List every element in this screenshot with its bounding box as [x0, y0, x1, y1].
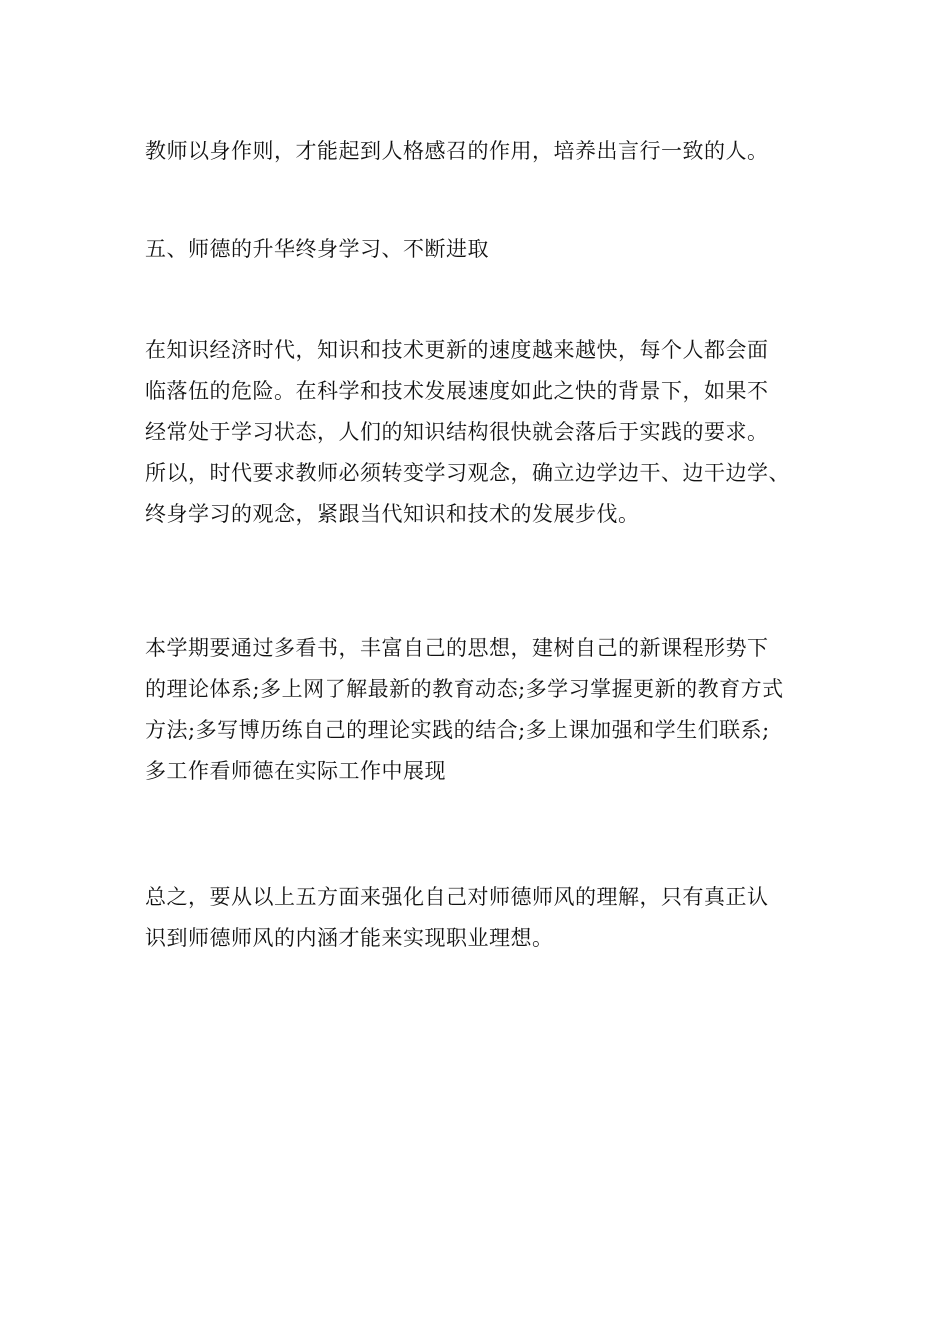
text-line: 终身学习的观念，紧跟当代知识和技术的发展步伐。 [145, 502, 640, 526]
text-line: 教师以身作则，才能起到人格感召的作用，培养出言行一致的人。 [145, 139, 769, 163]
text-line: 的理论体系;多上网了解最新的教育动态;多学习掌握更新的教育方式 [145, 677, 784, 701]
paragraph-knowledge-economy [145, 330, 835, 535]
text-line: 临落伍的危险。在科学和技术发展速度如此之快的背景下，如果不 [145, 379, 769, 403]
text-line: 所以，时代要求教师必须转变学习观念，确立边学边干、边干边学、 [145, 461, 790, 485]
paragraph-semester-plan [145, 628, 835, 792]
text-line: 识到师德师风的内涵才能来实现职业理想。 [145, 926, 554, 950]
text-line: 在知识经济时代，知识和技术更新的速度越来越快，每个人都会面 [145, 338, 769, 362]
text-line: 总之，要从以上五方面来强化自己对师德师风的理解，只有真正认 [145, 885, 769, 909]
text-line: 本学期要通过多看书，丰富自己的思想，建树自己的新课程形势下 [145, 636, 769, 660]
heading-text: 五、师德的升华终身学习、不断进取 [145, 237, 489, 261]
paragraph-conclusion [145, 877, 835, 959]
section-heading [145, 229, 835, 270]
text-line: 方法;多写博历练自己的理论实践的结合;多上课加强和学生们联系; [145, 718, 770, 742]
paragraph-teacher-example [145, 131, 835, 172]
text-line: 经常处于学习状态，人们的知识结构很快就会落后于实践的要求。 [145, 420, 769, 444]
text-line: 多工作看师德在实际工作中展现 [145, 759, 446, 783]
